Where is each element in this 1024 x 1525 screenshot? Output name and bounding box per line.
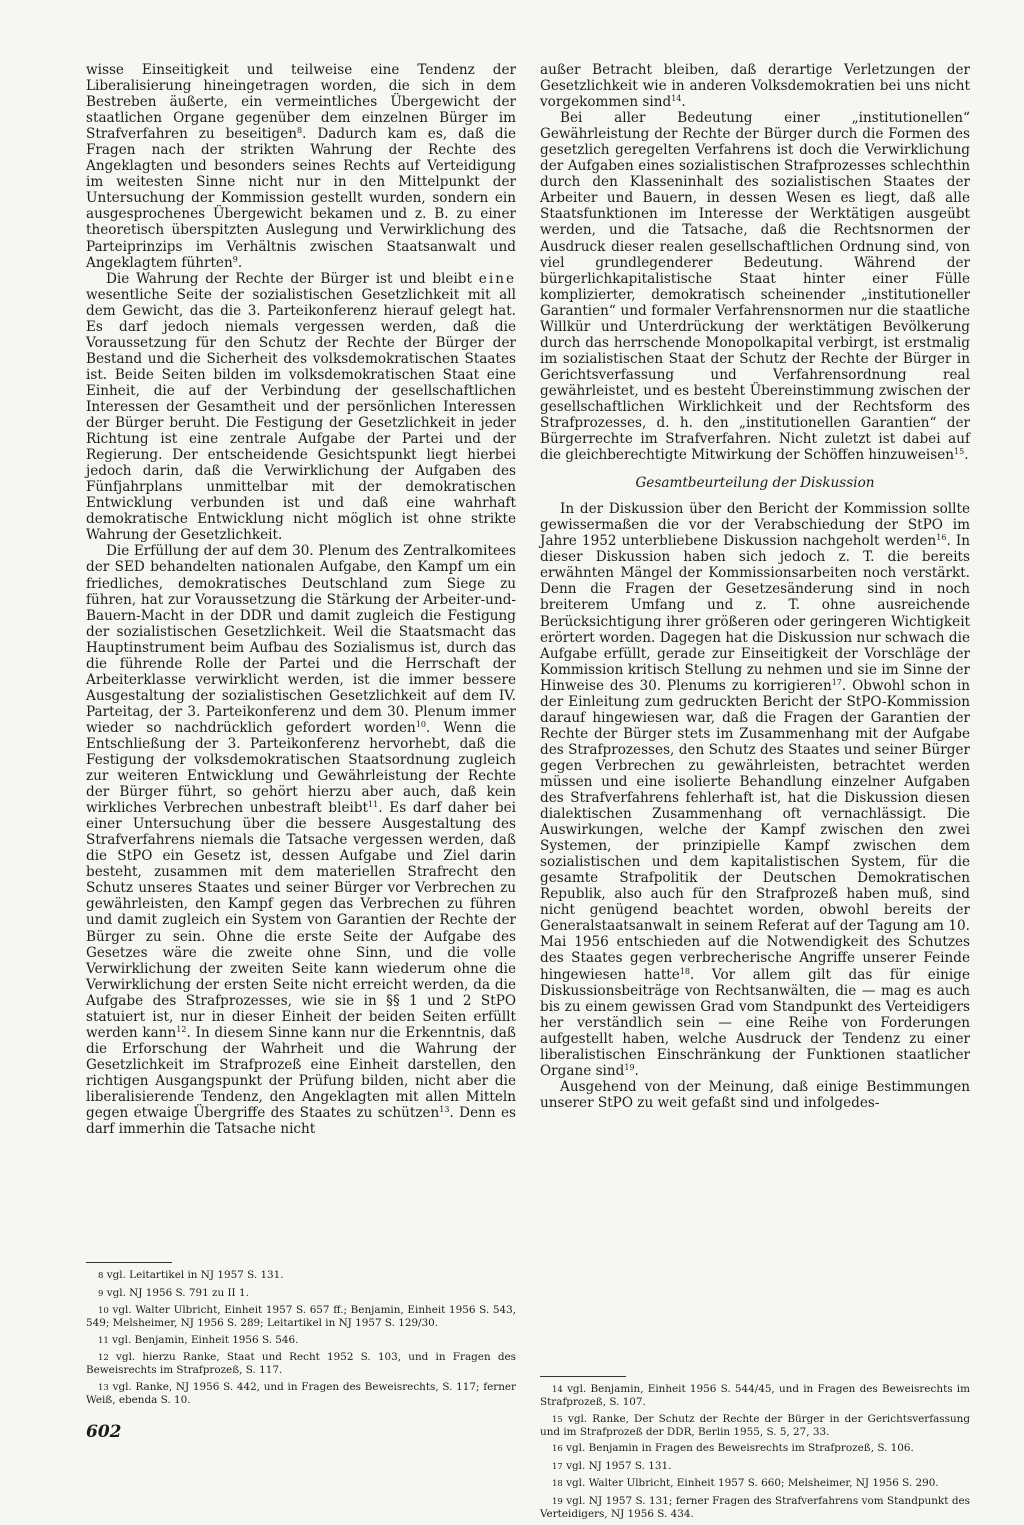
paragraph: Bei aller Bedeutung einer „institutionellen“ Gewährleistung der Rechte der Bürger durch die Formen des gesetzlich geregelten Verfahrens ist doch die Verwirklichung der Aufgaben eines sozialistischen Strafprozesses schlechthin durch den Klasseninhalt des sozialistischen Staates der Arbeiter und Bauern, in dessen Wesen es liegt, daß alle Staatsfunktionen im Interesse der Werktätigen ausgeübt werden, und die Tatsache, daß die Rechtsnormen der Ausdruck dieser realen gesellschaftlichen Ordnung sind, von viel grundlegenderer Bedeutung. Während der bürgerlichkapitalistische Staat hinter einer Fülle komplizierter, demokratisch scheinender „institutioneller Garantien“ und formaler Verfahrensnormen nur die staatliche Willkür und Unterdrückung der werktätigen Bevölkerung durch das herrschende Monopolkapital verbirgt, ist erstmalig im sozialistischen Staat der Schutz der Rechte der Bürger in Gerichtsverfassung und Verfahrensordnung real gewährleistet, und es besteht Übereinstimmung zwischen der gesellschaftlichen Wirklichkeit und der Rechtsform des Strafprozesses, d. h. den „institutionellen Garantien“ der Bürgerrechte im Strafverfahren. Nicht zuletzt ist dabei auf die gleichberechtigte Mitwirkung der Schöffen hinzuweisen$^{15}$. [540, 110, 970, 464]
right-column [540, 62, 970, 1111]
footnotes-left [86, 1262, 516, 1411]
footnote: 13 vgl. Ranke, NJ 1956 S. 442, und in Fragen des Beweisrechts, S. 117; ferner Weiß, ebenda S. 10. [86, 1380, 516, 1407]
section-heading: Gesamtbeurteilung der Diskussion [635, 475, 875, 492]
footnote: 12 vgl. hierzu Ranke, Staat und Recht 1952 S. 103, und in Fragen des Beweisrechts im Strafprozeß, S. 117. [86, 1351, 516, 1377]
footnote-rule [540, 1376, 626, 1377]
footnote: 14 vgl. Benjamin, Einheit 1956 S. 544/45, und in Fragen des Beweisrechts im Strafprozeß, S. 107. [540, 1383, 970, 1409]
footnote: 9 vgl. NJ 1956 S. 791 zu II 1. [98, 1286, 249, 1299]
paragraph: wisse Einseitigkeit und teilweise eine Tendenz der Liberalisierung hineingetragen worden, die sich in dem Bestreben äußerte, ein vermeintliches Übergewicht der staatlichen Organe gegenüber dem einzelnen Bürger im Strafverfahren zu beseitigen$^8$. Dadurch kam es, daß die Fragen nach der strikten Wahrung der Rechte des Angeklagten und besonders seines Rechts auf Verteidigung im weitesten Sinne nicht nur in den Mittelpunkt der Untersuchung der Kommission gestellt wurden, sondern ein ausgesprochenes Übergewicht bekamen und z. B. zu einer theoretisch überspitzten Auslegung und Verwirklichung des Parteiprinzips im Verhältnis zwischen Staatsanwalt und Angeklagtem führten$^9$. [86, 62, 516, 271]
footnote: 8 vgl. Leitartikel in NJ 1957 S. 131. [98, 1269, 284, 1281]
footnote: 16 vgl. Benjamin in Fragen des Beweisrechts im Strafprozeß, S. 106. [552, 1442, 914, 1455]
paragraph: Ausgehend von der Meinung, daß einige Bestimmungen unserer StPO zu weit gefaßt sind und infolgedes- [540, 1078, 970, 1111]
footnote: 17 vgl. NJ 1957 S. 131. [552, 1459, 672, 1472]
footnote-rule [86, 1262, 172, 1263]
page-number: 602 [86, 1422, 122, 1442]
left-column [86, 62, 516, 1137]
footnote: 11 vgl. Benjamin, Einheit 1956 S. 546. [98, 1333, 299, 1346]
footnote: 19 vgl. NJ 1957 S. 131; ferner Fragen des Strafverfahrens vom Standpunkt des Verteidigers, NJ 1956 S. 434. [540, 1494, 970, 1521]
emphasis-spaced: eine [478, 270, 516, 287]
footnote: 10 vgl. Walter Ulbricht, Einheit 1957 S. 657 ff.; Benjamin, Einheit 1956 S. 543, 549; Melsheimer, NJ 1956 S. 289; Leitartikel in NJ 1957 S. 129/30. [86, 1304, 516, 1330]
paragraph: außer Betracht bleiben, daß derartige Verletzungen der Gesetzlichkeit wie in anderen Volksdemokratien bei uns nicht vorgekommen sind$^{14}$. [540, 62, 970, 111]
paragraph: In der Diskussion über den Bericht der Kommission sollte gewissermaßen die vor der Verabschiedung der StPO im Jahre 1952 unterbliebene Diskussion nachgeholt werden$^{16}$. In dieser Diskussion haben sich jedoch z. T. die bereits erwähnten Mängel der Kommissionsarbeiten noch verstärkt. Denn die Fragen der Gesetzesänderung sind in noch breiterem Umfang und z. T. ohne ausreichende Berücksichtigung ihrer größeren oder geringeren Wichtigkeit erörtert worden. Dagegen hat die Diskussion nur schwach die Aufgabe erfüllt, gerade zur Einseitigkeit der Vorschläge der Kommission kritisch Stellung zu nehmen und sie im Sinne der Hinweise des 30. Plenums zu korrigieren$^{17}$. Obwohl schon in der Einleitung zum gedruckten Bericht der StPO-Kommission darauf hingewiesen war, daß die Fragen der Garantien der Rechte der Bürger stets im Zusammenhang mit der Aufgabe des Strafprozesses, den Schutz des Staates und seiner Bürger gegen Verbrechen zu gewährleisten, betrachtet werden müssen und eine isolierte Behandlung einzelner Aufgaben des Strafverfahrens fehlerhaft ist, hat die Diskussion diesen dialektischen Zusammenhang oft vernachlässigt. Die Auswirkungen, welche der Kampf zwischen den zwei Systemen, der prinzipielle Kampf zwischen dem sozialistischen und dem kapitalistischen System, für die gesamte Strafpolitik der Deutschen Demokratischen Republik, also auch für den Strafprozeß haben muß, sind nicht genügend beachtet worden, obwohl bereits der Generalstaatsanwalt in seinem Referat auf der Tagung am 10. Mai 1956 entschieden auf die Notwendigkeit des Schutzes des Staates gegen verbrecherische Angriffe unserer Feinde hingewiesen hatte$^{18}$. Vor allem gilt das für einige Diskussionsbeiträge von Rechtsanwälten, die — mag es auch bis zu einem gewissen Grad vom Standpunkt des Verteidigers her verständlich sein — eine Reihe von Forderungen aufgestellt haben, welche Ausdruck der Tendenz zu einer liberalistischen Einschränkung der Funktionen staatlicher Organe sind$^{19}$. [540, 501, 970, 1079]
footnote: 18 vgl. Walter Ulbricht, Einheit 1957 S. 660; Melsheimer, NJ 1956 S. 290. [552, 1477, 939, 1490]
paragraph: Die Wahrung der Rechte der Bürger ist und bleibt eine wesentliche Seite der sozialistischen Gesetzlichkeit mit all dem Gewicht, das die 3. Parteikonferenz hierauf gelegt hat. Es darf jedoch niemals vergessen werden, daß die Voraussetzung für den Schutz der Rechte der Bürger der Bestand und die Sicherheit des volksdemokratischen Staates ist. Beide Seiten bilden im volksdemokratischen Staat eine Einheit, die auf der Verbindung der gesellschaftlichen Interessen der Gesamtheit und der persönlichen Interessen der Bürger beruht. Die Festigung der Gesetzlichkeit in jeder Richtung ist eine zentrale Aufgabe der Partei und der Regierung. Der entscheidende Gesichtspunkt liegt hierbei jedoch darin, daß die Verwirklichung der Aufgaben des Fünfjahrplans unmittelbar mit der demokratischen Entwicklung verbunden ist und daß eine wahrhaft demokratische Entwicklung nicht möglich ist ohne strikte Wahrung der Gesetzlichkeit. [86, 270, 516, 544]
paragraph: Die Erfüllung der auf dem 30. Plenum des Zentralkomitees der SED behandelten nationalen Aufgabe, den Kampf um ein friedliches, demokratisches Deutschland zum Siege zu führen, hat zur Voraussetzung die Stärkung der Arbeiter-und-Bauern-Macht in der DDR und damit zugleich die Festigung der sozialistischen Gesetzlichkeit. Weil die Staatsmacht das Hauptinstrument beim Aufbau des Sozialismus ist, durch das die führende Rolle der Partei und die Herrschaft der Arbeiterklasse verwirklicht werden, ist die immer bessere Ausgestaltung der sozialistischen Gesetzlichkeit auf dem IV. Parteitag, der 3. Parteikonferenz und dem 30. Plenum immer wieder so nachdrücklich gefordert worden$^{10}$. Wenn die Entschließung der 3. Parteikonferenz hervorhebt, daß die Festigung der volksdemokratischen Staatsordnung zugleich zur weiteren Entwicklung und Gewährleistung der Rechte der Bürger führt, so gehört hierzu aber auch, daß kein wirkliches Verbrechen unbestraft bleibt$^{11}$. Es darf daher bei einer Untersuchung über die bessere Ausgestaltung des Strafverfahrens niemals die Tatsache vergessen werden, daß die StPO ein Gesetz ist, dessen Aufgabe und Ziel darin besteht, zusammen mit dem materiellen Strafrecht den Schutz unseres Staates und seiner Bürger vor Verbrechen zu gewährleisten, den Kampf gegen das Verbrechen zu führen und damit zugleich ein System von Garantien der Rechte der Bürger zu sein. Ohne die erste Seite der Aufgabe des Gesetzes wäre die zweite ohne Sinn, und die volle Verwirklichung der zweiten Seite kann wiederum ohne die Verwirklichung der ersten Seite nicht erreicht werden, da die Aufgabe des Strafprozesses, wie sie in §§ 1 und 2 StPO statuiert ist, nur in dieser Einheit der beiden Seiten erfüllt werden kann$^{12}$. In diesem Sinne kann nur die Erkenntnis, daß die Erforschung der Wahrheit und die Wahrung der Gesetzlichkeit im Strafprozeß eine Einheit darstellen, den richtigen Ausgangspunkt der Prüfung bilden, nicht aber die liberalisierende Tendenz, den Angeklagten mit allen Mitteln gegen etwaige Übergriffe des Staates zu schützen$^{13}$. Denn es darf immerhin die Tatsache nicht [86, 543, 516, 1138]
footnotes-right [540, 1376, 970, 1525]
footnote: 15 vgl. Ranke, Der Schutz der Rechte der Bürger in der Gerichtsverfassung und im Strafprozeß der DDR, Berlin 1955, S. 5, 27, 33. [540, 1412, 971, 1438]
